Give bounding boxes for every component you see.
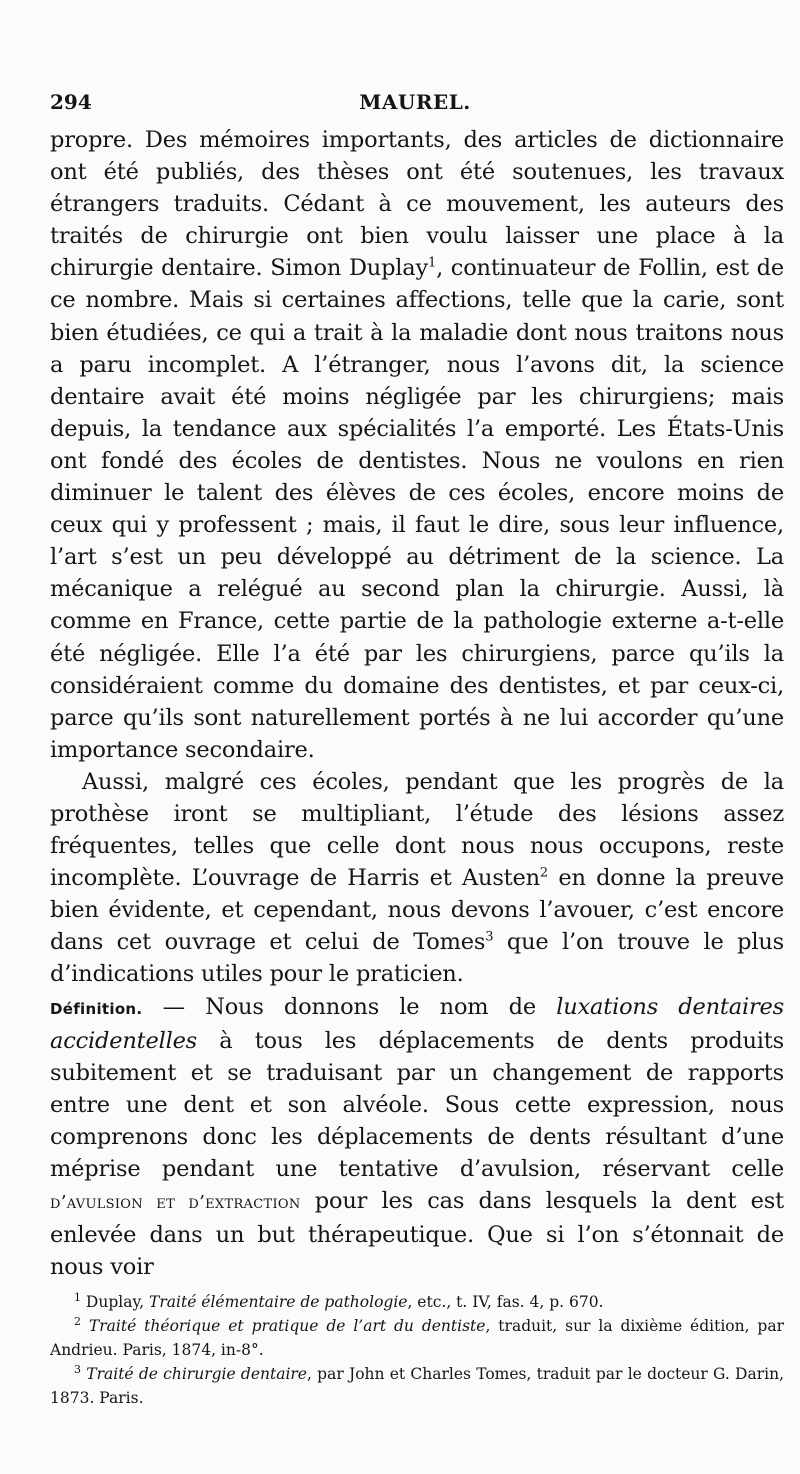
paragraph-1 xyxy=(50,124,784,766)
text-run: en donne la preuve bien évidente, et cependant, nous devons l’avouer, c’est encore dans cet ouvrage et celui de Tomes xyxy=(50,865,784,956)
text-run: , par John et Charles Tomes, traduit par le docteur G. Darin, 1873. Paris. xyxy=(50,1365,784,1407)
page-header xyxy=(50,90,780,120)
page-number: 294 xyxy=(50,90,92,114)
body-text xyxy=(50,124,784,1283)
defined-term: luxations dentaires accidentelles xyxy=(50,993,784,1054)
text-run: , etc., t. IV, fas. 4, p. 670. xyxy=(407,1293,604,1311)
paragraph-2 xyxy=(50,766,784,991)
footnote-3 xyxy=(50,1362,784,1410)
footnote-mark: 3 xyxy=(74,1362,81,1376)
cited-title: Traité élémentaire de pathologie xyxy=(149,1293,408,1311)
footnote-1 xyxy=(50,1290,784,1314)
definition-heading: Définition. xyxy=(50,999,143,1018)
footnote-ref-1: 1 xyxy=(428,255,437,271)
small-caps-term: d’avulsion et d’extraction xyxy=(50,1192,301,1214)
text-run xyxy=(81,1317,89,1335)
footnotes xyxy=(50,1290,784,1410)
paragraph-3 xyxy=(50,991,784,1284)
cited-title: Traité théorique et pratique de l’art du dentiste xyxy=(88,1317,486,1335)
text-run: pour les cas dans lesquels la dent est enlevée dans un but thérapeutique. Que si l’on s’étonnait de nous voir xyxy=(50,1188,784,1281)
text-run: Aussi, malgré ces écoles, pendant que les progrès de la prothèse iront se multipliant, l’étude des lésions assez fréquentes, telles que celle dont nous nous occupons, reste incomplète. L’ouvrage de Harris et Austen xyxy=(50,768,784,892)
cited-title: Traité de chirurgie dentaire xyxy=(86,1365,307,1383)
text-run: , continuateur de Follin, est de ce nombre. Mais si certaines affections, telle que la carie, sont bien étudiées, ce qui a trait à la maladie dont nous traitons nous a paru incomplet. A l’étranger, nous l’avons dit, la science dentaire avait été moins négligée par les chirurgiens; mais depuis, la tendance aux spécialités l’a emporté. Les États-Unis ont fondé des écoles de dentistes. Nous ne voulons en rien diminuer le talent des élèves de ces écoles, encore moins de ceux qui y professent ; mais, il faut le dire, sous leur influence, l’art s’est un peu développé au détriment de la science. La mécanique a relégué au second plan la chirurgie. Aussi, là comme en France, cette partie de la pathologie externe a-t-elle été négligée. Elle l’a été par les chirurgiens, parce qu’ils la considéraient comme du domaine des dentistes, et par ceux-ci, parce qu’ils sont naturellement portés à ne lui accorder qu’une importance secondaire. xyxy=(50,255,784,763)
footnote-mark: 1 xyxy=(74,1290,81,1304)
text-run: propre. Des mémoires importants, des articles de dictionnaire ont été publiés, des thèses ont été soutenues, les travaux étrangers traduits. Cédant à ce mouvement, les auteurs des traités de chirurgie ont bien voulu laisser une place à la chirurgie dentaire. Simon Duplay xyxy=(50,127,784,282)
text-run: Duplay, xyxy=(81,1293,150,1311)
text-run: — Nous donnons le nom de xyxy=(142,993,557,1020)
running-head: MAUREL. xyxy=(359,90,471,114)
footnote-ref-3: 3 xyxy=(485,929,494,945)
text-run: à tous les déplacements de dents produits subitement et se traduisant par un changement de rapports entre une dent et son alvéole. Sous cette expression, nous comprenons donc les déplacements de dents résultant d’une méprise pendant une tentative d’avulsion, réservant celle xyxy=(50,1027,784,1182)
text-run: que l’on trouve le plus d’indications utiles pour le praticien. xyxy=(50,929,784,988)
footnote-2 xyxy=(50,1314,784,1362)
text-run: , traduit, sur la dixième édition, par Andrieu. Paris, 1874, in-8°. xyxy=(50,1317,784,1359)
footnote-ref-2: 2 xyxy=(539,865,548,881)
footnote-mark: 2 xyxy=(74,1314,81,1328)
